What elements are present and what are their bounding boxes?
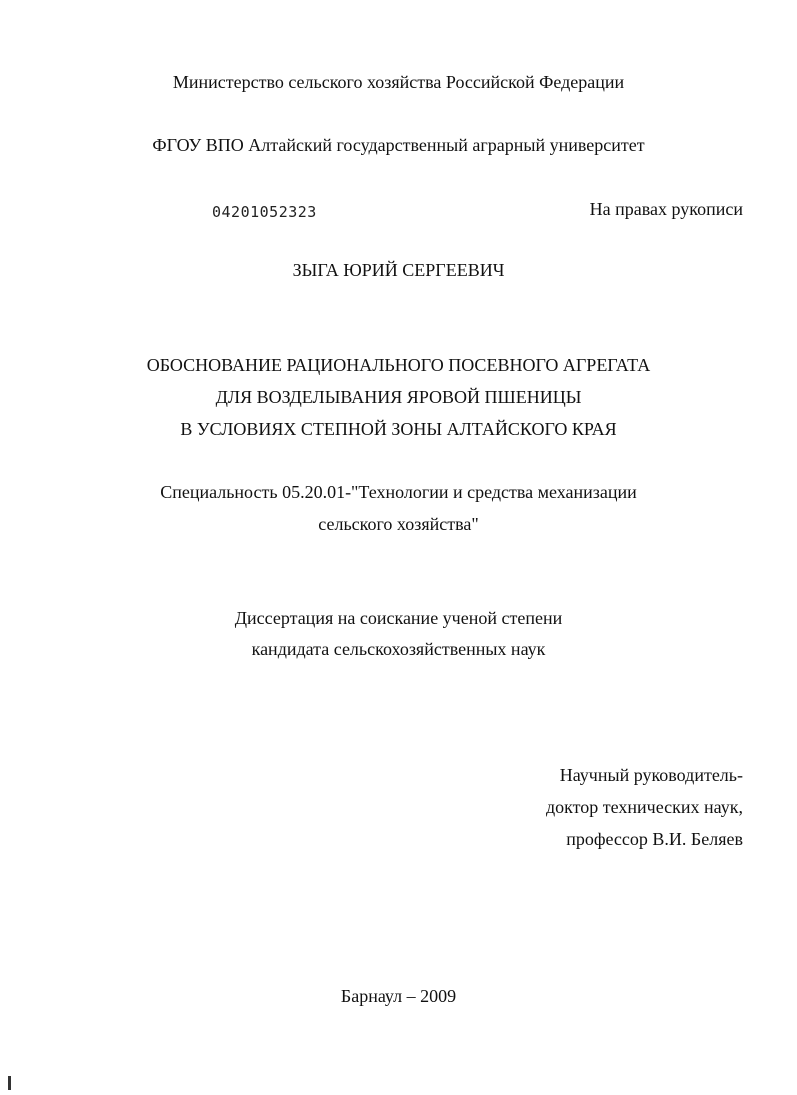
specialty-line: сельского хозяйства" [318, 514, 479, 534]
supervisor-line: Научный руководитель- [559, 765, 743, 785]
degree-line: кандидата сельскохозяйственных наук [251, 639, 546, 659]
supervisor-line: профессор В.И. Беляев [566, 829, 743, 849]
ministry-line: Министерство сельского хозяйства Российской Федерации [172, 72, 625, 92]
scan-artifact-mark [8, 1076, 11, 1090]
title-line: В УСЛОВИЯХ СТЕПНОЙ ЗОНЫ АЛТАЙСКОГО КРАЯ [180, 419, 617, 439]
manuscript-rights: На правах рукописи [589, 199, 743, 219]
degree-line: Диссертация на соискание ученой степени [234, 608, 563, 628]
city-year: Барнаул – 2009 [340, 986, 457, 1006]
registration-number-stamp: 04201052323 [212, 203, 317, 221]
author-name: ЗЫГА ЮРИЙ СЕРГЕЕВИЧ [292, 260, 505, 280]
title-line: ОБОСНОВАНИЕ РАЦИОНАЛЬНОГО ПОСЕВНОГО АГРЕГАТА [146, 355, 651, 375]
supervisor-line: доктор технических наук, [546, 797, 743, 817]
specialty-line: Специальность 05.20.01-"Технологии и средства механизации [160, 482, 637, 502]
university-line: ФГОУ ВПО Алтайский государственный аграрный университет [152, 135, 645, 155]
title-line: ДЛЯ ВОЗДЕЛЫВАНИЯ ЯРОВОЙ ПШЕНИЦЫ [215, 387, 582, 407]
